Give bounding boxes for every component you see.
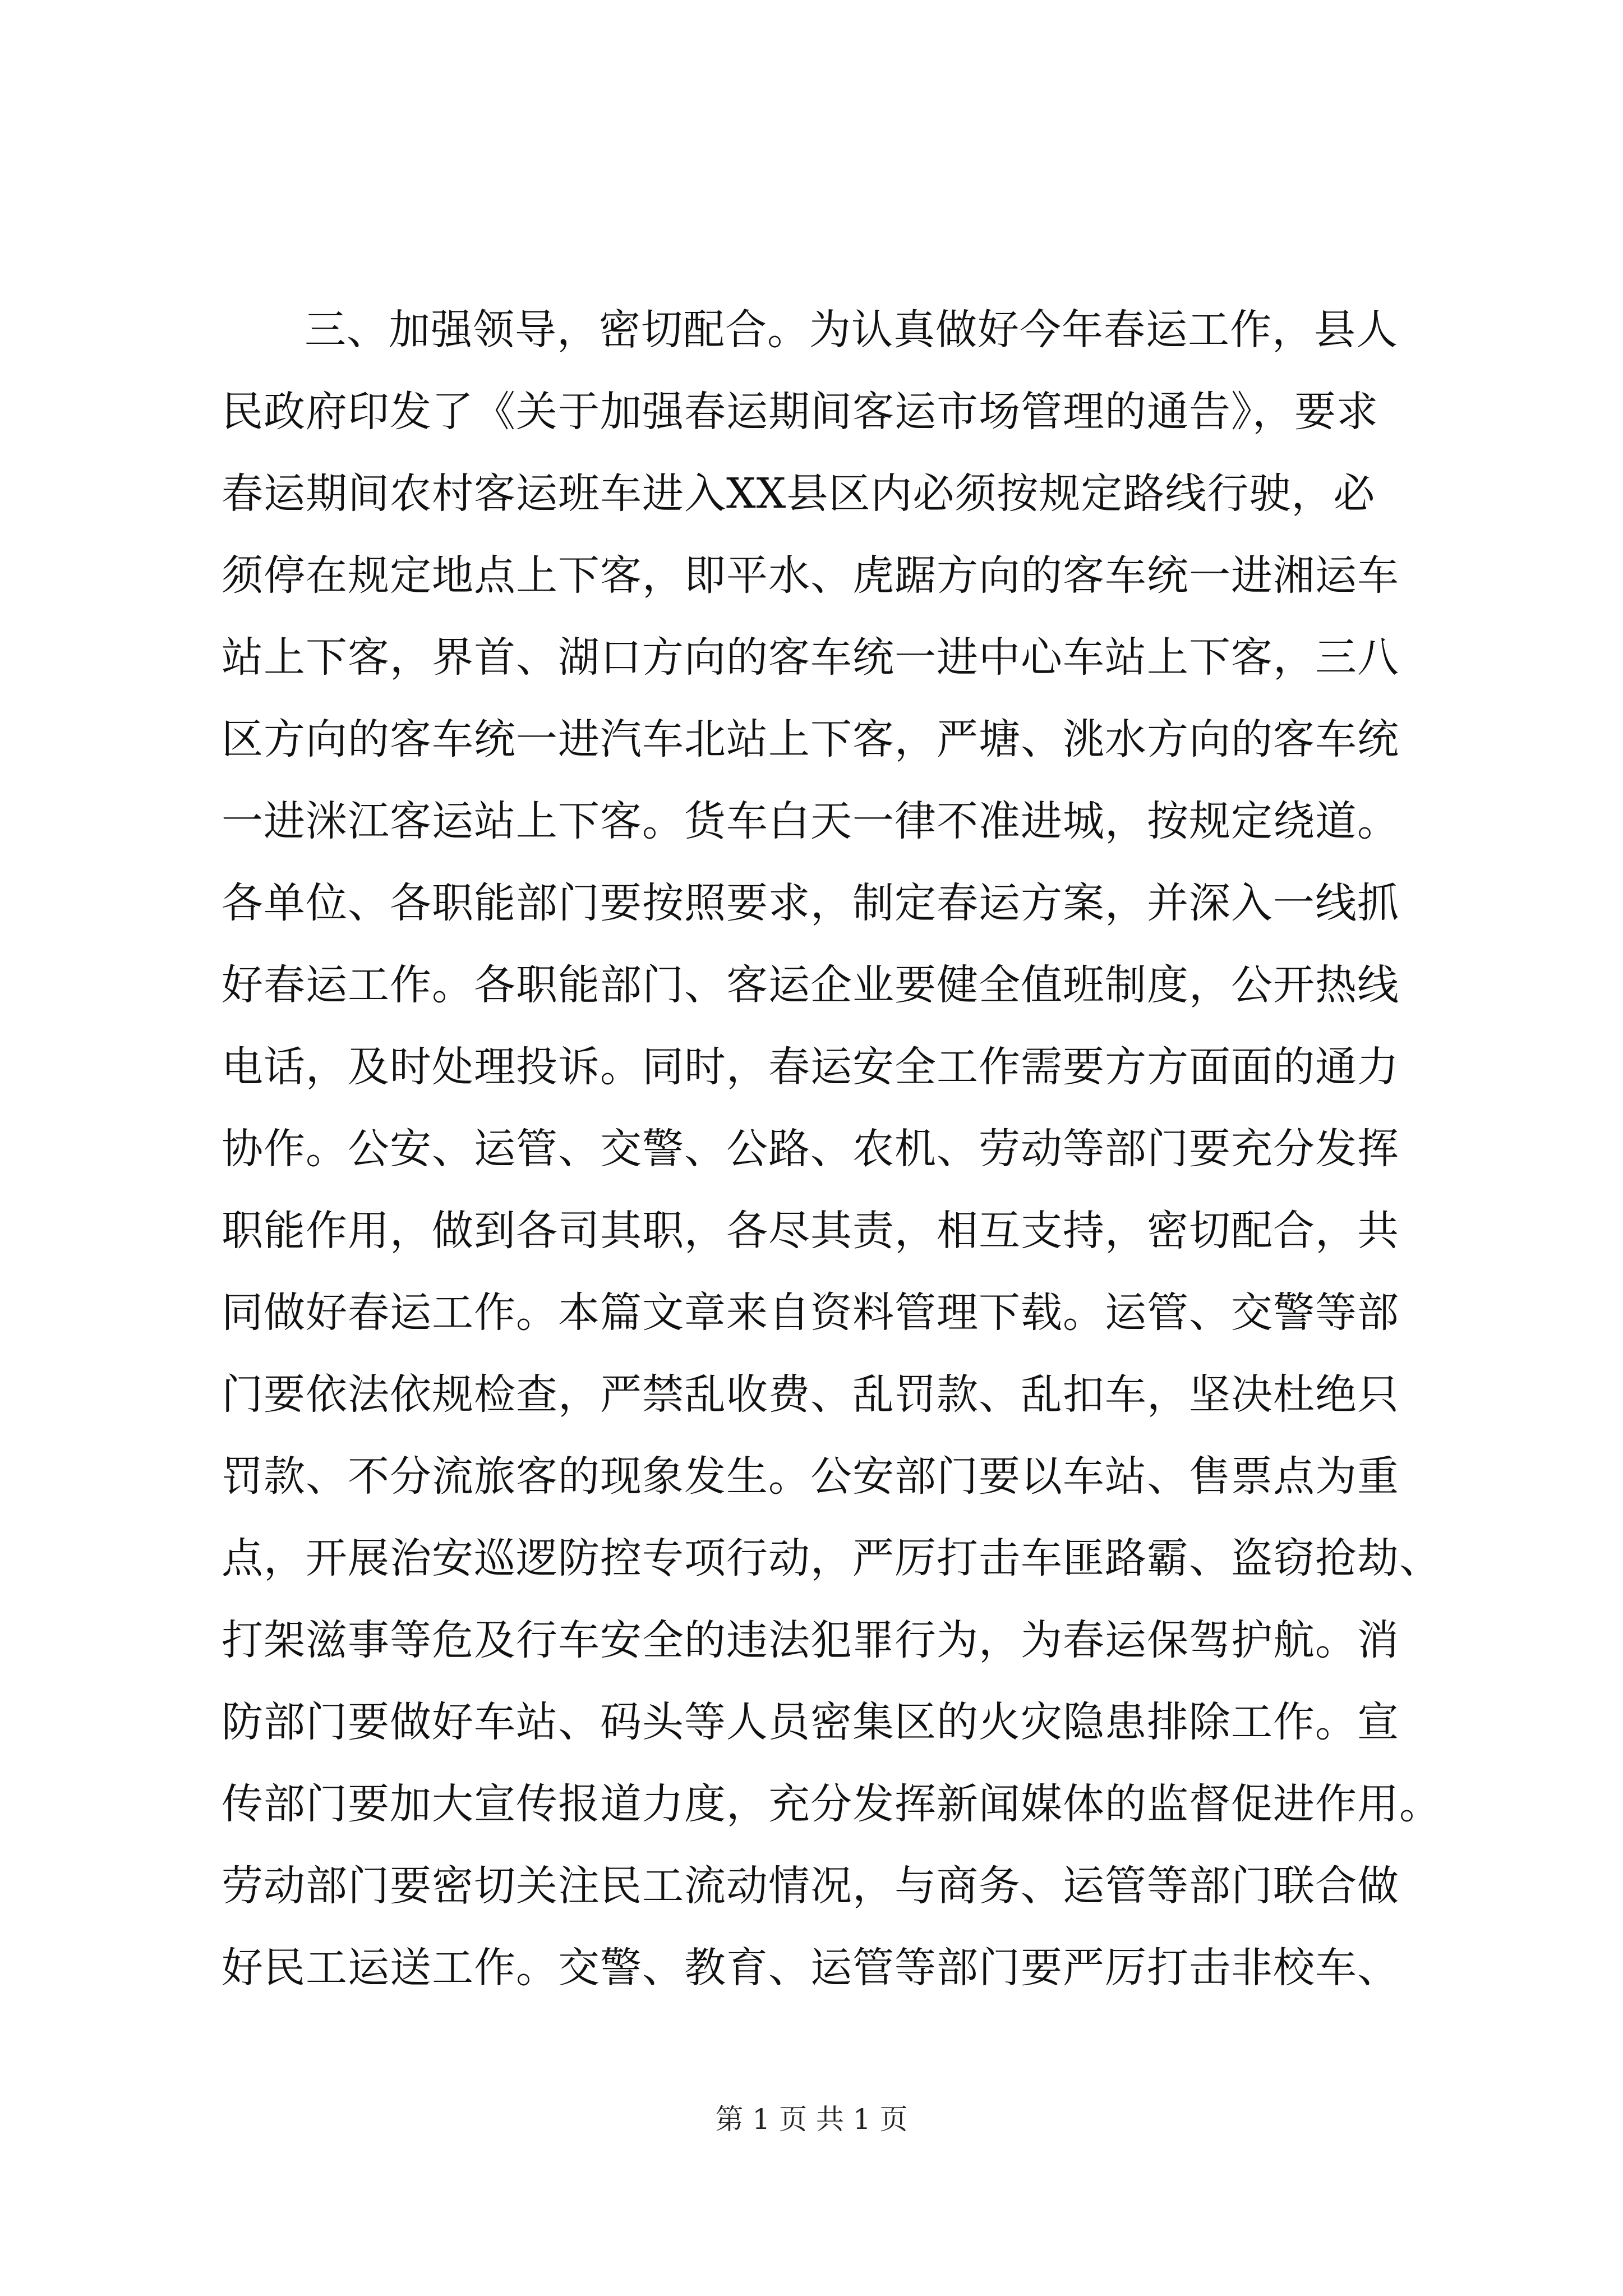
document-body <box>222 289 1441 2009</box>
paragraph-line: 电话，及时处理投诉。同时，春运安全工作需要方方面面的通力 <box>222 1043 1399 1091</box>
paragraph-line: 劳动部门要密切关注民工流动情况，与商务、运管等部门联合做 <box>222 1862 1399 1910</box>
paragraph-line: 三、加强领导，密切配合。为认真做好今年春运工作，县人 <box>305 306 1398 354</box>
paragraph-line: 区方向的客车统一进汽车北站上下客，严塘、洮水方向的客车统 <box>222 715 1399 763</box>
paragraph-line: 好民工运送工作。交警、教育、运管等部门要严厉打击非校车、 <box>222 1944 1399 1992</box>
page-number-label: 第 1 页 共 1 页 <box>715 2103 908 2136</box>
paragraph-line: 好春运工作。各职能部门、客运企业要健全值班制度，公开热线 <box>222 961 1399 1009</box>
paragraph-line: 协作。公安、运管、交警、公路、农机、劳动等部门要充分发挥 <box>222 1125 1399 1173</box>
paragraph-line: 各单位、各职能部门要按照要求，制定春运方案，并深入一线抓 <box>222 879 1399 927</box>
paragraph-line: 防部门要做好车站、码头等人员密集区的火灾隐患排除工作。宣 <box>222 1698 1399 1746</box>
paragraph-line: 一进洣江客运站上下客。货车白天一律不准进城，按规定绕道。 <box>222 797 1399 845</box>
paragraph-line: 罚款、不分流旅客的现象发生。公安部门要以车站、售票点为重 <box>222 1452 1399 1501</box>
paragraph-line: 站上下客，界首、湖口方向的客车统一进中心车站上下客，三八 <box>222 633 1399 682</box>
paragraph-line: 职能作用，做到各司其职，各尽其责，相互支持，密切配合，共 <box>222 1207 1399 1255</box>
paragraph-line: 传部门要加大宣传报道力度，充分发挥新闻媒体的监督促进作用。 <box>222 1780 1441 1828</box>
page-footer <box>0 2097 1623 2142</box>
paragraph-line: 同做好春运工作。本篇文章来自资料管理下载。运管、交警等部 <box>222 1289 1399 1337</box>
paragraph-line: 点，开展治安巡逻防控专项行动，严厉打击车匪路霸、盗窃抢劫、 <box>222 1534 1441 1582</box>
paragraph-line: 春运期间农村客运班车进入XX县区内必须按规定路线行驶，必 <box>222 470 1376 518</box>
paragraph-line: 须停在规定地点上下客，即平水、虎踞方向的客车统一进湘运车 <box>222 551 1399 600</box>
paragraph-line: 打架滋事等危及行车安全的违法犯罪行为，为春运保驾护航。消 <box>222 1616 1399 1664</box>
paragraph-line: 门要依法依规检查，严禁乱收费、乱罚款、乱扣车，坚决杜绝只 <box>222 1370 1399 1419</box>
paragraph-line: 民政府印发了《关于加强春运期间客运市场管理的通告》，要求 <box>222 388 1378 436</box>
